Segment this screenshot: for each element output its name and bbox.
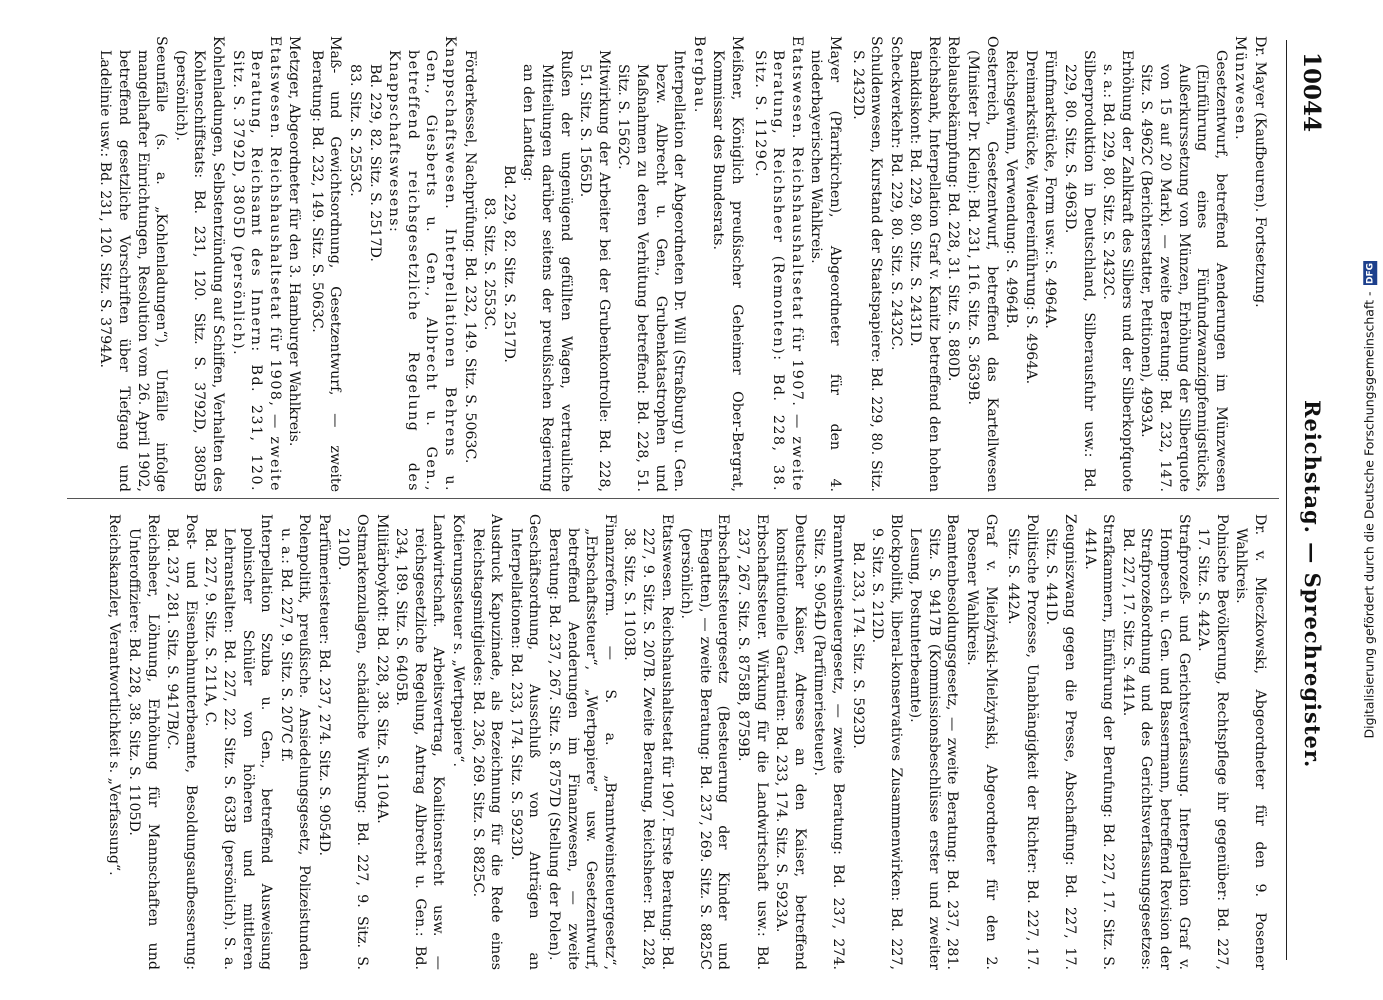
register-entry: Ausdruck Kapuzinade, als Bezeichnung für die Rede eines Reichstagsmitgliedes: Bd. 236, 269. Sitz. S. 8825C. — [469, 514, 505, 970]
register-entry: Geschäftsordnung, Ausschluß von Anträgen an Interpellationen: Bd. 233, 174. Sitz. S. 5923D. — [507, 514, 543, 970]
register-entry: Etatswesen. Reichshaushaltsetat für 1908, — zweite Beratung, Reichsamt des Innern: Bd. 231, 120. Sitz. S. 3792D, 3805D (persönlich). — [229, 36, 283, 492]
register-entry: Seeunfälle (s. a. „Kohlenladungen“), Unfälle infolge mangelhafter Einrichtungen, Resolution vom 26. April 1902, betreffend gesetzliche Vorschriften über Tiefgang und Ladelinie usw.: Bd. 231, 120. Sitz. S. 3794A. — [97, 36, 170, 492]
register-entry: Strafkammern, Einführung der Berufung: Bd. 227, 17. Sitz. S. 441A. — [1081, 514, 1117, 970]
register-entry: Deutscher Kaiser, Adresse an den Kaiser, betreffend konstitutionelle Garantien: Bd. 233, 174. Sitz. S. 5923A. — [773, 514, 808, 970]
funding-note — [1361, 5, 1377, 995]
register-speaker-entry: Meißner, Königlich preußischer Geheimer Ober-Bergrat, Kommissar des Bundesrats. — [710, 36, 745, 492]
register-entry: Politische Prozesse, Unabhängigkeit der Richter: Bd. 227, 17. Sitz. S. 442A. — [1005, 514, 1040, 970]
register-entry: Blockpolitik, liberal-konservatives Zusammenwirken: Bd. 227, 9. Sitz. S. 212D. — [869, 514, 904, 970]
register-entry: Interpellation Szuba u. Gen., betreffend Ausweisung polnischer Schüler von höheren und mittleren Lehranstalten: Bd. 227, 22. Sitz. S. 633B (persönlich). S. a. Bd. 227, 9. Sitz. S. 211A, C. — [202, 514, 275, 970]
register-entry: Rußen der ungenügend gefüllten Wagen, vertrauliche Mitteilungen darüber seitens der preußischen Regierung an den Landtag: — [520, 50, 574, 492]
register-entry: Parfümeriesteuer: Bd. 237, 274. Sitz. S. 9054D. — [315, 514, 332, 856]
register-entry: Scheckverkehr: Bd. 229, 80. Sitz. S. 2432C. — [887, 36, 904, 351]
register-entry: Reichsheer, Löhnung, Erhöhung für Mannschaften und Unteroffiziere: Bd. 228, 38. Sitz. S. 1105D. — [125, 514, 161, 970]
register-entry: Oesterreich, Gesetzentwurf, betreffend das Kartellwesen (Minister Dr. Klein): Bd. 231, 116. Sitz. S. 3639B. — [965, 36, 1000, 492]
register-entry: Post- und Eisenbahnunterbeamte, Besoldungsaufbesserung: Bd. 237, 281. Sitz. S. 9417B/C. — [164, 514, 199, 970]
register-entry: Reichsbank, Interpellation Graf v. Kanitz betreffend den hohen Bankdiskont: Bd. 229, 80. Sitz. S. 2431D. — [907, 36, 942, 492]
register-entry: Schuldenwesen, Kurstand der Staatspapiere: Bd. 229, 80. Sitz. S. 2432D. — [849, 36, 885, 492]
register-entry: Fünfmarkstücke, Form usw.: S. 4964A. — [1042, 50, 1059, 329]
register-entry: Landwirtschaft. Arbeitsvertrag, Koalitionsrecht usw. — reichsgesetzliche Regelung, Antrag Albrecht u. Gen.: Bd. 234, 189. Sitz. S. 6405B. — [393, 514, 447, 970]
register-entry: Bd. 229, 82. Sitz. S. 2517D. — [366, 64, 383, 262]
register-entry: Etatswesen. Reichshaushaltsetat für 1907. Erste Beratung: Bd. 227, 9. Sitz. S. 207B. Zweite Beratung, Reichsheer: Bd. 228, 38. Sitz. S. 1103B. — [621, 514, 675, 971]
register-entry: Kotierungssteuer s. „Wertpapiere“. — [450, 514, 467, 767]
header-rule — [1286, 40, 1287, 960]
register-entry: Finanzreform. — S. a. „Branntweinsteuergesetz“, „Erbschaftssteuer“, „Wertpapiere“ usw. Gesetzentwurf, betreffend Aenderungen im Finanzwesen, — zweite Beratung: Bd. 237, 267. Sitz. S. 8757D (Stellung der Polen). — [546, 514, 618, 970]
register-entry: Reblausbekämpfung: Bd. 228, 31. Sitz. S. 880D. — [945, 36, 962, 382]
register-entry: Reichskanzler, Verantwortlichkeit s. „Verfassung“. — [106, 514, 123, 876]
register-entry: Erbschaftssteuergesetz (Besteuerung der Kinder und Ehegatten), — zweite Beratung: Bd. 237, 269. Sitz. S. 8825C (persönlich). — [678, 514, 732, 970]
register-entry: Erhöhung der Zahlkraft des Silbers und der Silberkopfquote s. a.: Bd. 229, 80. Sitz. S. 2432C. — [1100, 50, 1135, 492]
register-entry: Militärboykott: Bd. 228, 38. Sitz. S. 1104A. — [373, 514, 390, 824]
register-entry: Knappschaftswesen. Interpellationen Behrens u. Gen., Giesberts u. Gen., Albrecht u. Gen., betreffend reichsgesetzliche Regelung des Knappschaftswesens: — [386, 36, 459, 492]
register-entry: Strafprozeß- und Gerichtsverfassung. Interpellation Graf v. Hompesch u. Gen. und Bassermann, betreffend Revision der Strafprozeßordnung und des Gerichtsverfassungsgesetzes: Bd. 227, 17. Sitz. S. 441A. — [1119, 514, 1192, 970]
column-divider — [67, 498, 1279, 499]
page-number: 10044 — [1298, 52, 1325, 133]
register-speaker-entry: Metzger, Abgeordneter für den 3. Hamburger Wahlkreis. — [286, 36, 303, 447]
register-entry: Mitwirkung der Arbeiter bei der Grubenkontrolle: Bd. 228, 51. Sitz. S. 1565D. — [577, 50, 612, 492]
register-entry: Silberproduktion in Deutschland, Silberausfuhr usw.: Bd. 229, 80. Sitz. S. 4963D. — [1062, 50, 1097, 492]
register-entry: Ostmarkenzulagen, schädliche Wirkung: Bd. 227, 9. Sitz. S. 210D. — [335, 514, 371, 970]
register-entry: Münzwesen. — [1232, 36, 1249, 142]
register-entry: Dreimarkstücke, Wiedereinführung: S. 4964A. — [1022, 50, 1039, 385]
register-speaker-entry: Dr. Mayer (Kaufbeuren). Fortsetzung. — [1252, 36, 1268, 308]
funding-note-text: Digitalisierung gefördert durch die Deutsche Forschungsgemeinschaft - — [1361, 291, 1377, 739]
register-entry: Bd. 233, 174. Sitz. S. 5923D. — [849, 542, 866, 749]
register-entry: 83. Sitz. S. 2553C. — [481, 197, 498, 331]
register-entry: Beamtenbesoldungsgesetz, — zweite Beratung: Bd. 237, 281. Sitz. S. 9417B (Kommissionsbeschlüsse erster und zweiter Lesung, Postunterbeamte). — [907, 514, 961, 970]
page-title: Reichstag. — Sprechregister. — [1300, 400, 1325, 769]
left-column — [95, 36, 1273, 492]
register-entry: Interpellation der Abgeordneten Dr. Will (Straßburg) u. Gen. bezw. Albrecht u. Gen., Grubenkatastrophen und Maßnahmen zu deren Verhütung betreffend: Bd. 228, 51. Sitz. S. 1562C. — [615, 50, 688, 492]
register-entry: Gesetzentwurf, betreffend Aenderungen im Münzwesen (Einführung eines Fünfundzwanzigpfennigstücks, Außerkurssetzung von Münzen, Erhöhung der Silberquote von 15 auf 20 Mark). — zweite Beratung: Bd. 232, 147. Sitz. S. 4962C (Berichterstatter, Petitionen), 4993A. — [1138, 50, 1229, 492]
register-entry: Kohlenladungen, Selbstentzündung auf Schiffen, Verhalten des Kohlenschiffstats: Bd. 231, 120. Sitz. S. 3792D, 3805B (persönlich). — [172, 36, 226, 492]
register-speaker-entry: Mayer (Pfarrkirchen), Abgeordneter für den 4. niederbayerischen Wahlkreis. — [808, 36, 843, 492]
register-entry: Reichsgewinn, Verwendung: S. 4964B. — [1003, 50, 1020, 329]
funding-sidebar — [1359, 0, 1379, 1000]
register-entry: Zeugniszwang gegen die Presse, Abschaffung: Bd. 227, 17. Sitz. S. 441D. — [1043, 514, 1079, 970]
register-entry: Bd. 229, 82. Sitz. S. 2517D. — [500, 165, 517, 363]
register-entry: Erbschaftssteuer. Wirkung für die Landwirtschaft usw.: Bd. 237, 267. Sitz. S. 8758B, 8759B. — [734, 514, 770, 970]
page-header — [1285, 40, 1325, 960]
register-entry: Polnische Bevölkerung, Rechtspflege ihr gegenüber: Bd. 227, 17. Sitz. S. 442A. — [1195, 514, 1230, 970]
dfg-logo: DFG — [1364, 262, 1375, 284]
register-entry: 83. Sitz. S. 2553C. — [347, 64, 364, 197]
register-entry: Branntweinsteuergesetz, — zweite Beratung: Bd. 237, 274. Sitz. S. 9054D (Parfümeriesteuer). — [811, 514, 846, 970]
register-entry: Förderkessel, Nachprüfung: Bd. 232, 149. Sitz. S. 5063C. — [461, 50, 478, 464]
register-speaker-entry: Dr. v. Mieczkowski, Abgeordneter für den 9. Posener Wahlkreis. — [1233, 514, 1268, 970]
register-entry: Polenpolitik, preußische. Ansiedelungsgesetz, Polizeistunden u. a.: Bd. 227, 9. Sitz. S. 207C ff. — [277, 514, 313, 970]
register-entry: Maß- und Gewichtsordnung, Gesetzentwurf, — zweite Beratung: Bd. 232, 149. Sitz. S. 5063C. — [308, 36, 344, 492]
register-speaker-entry: Graf v. Mielżyński-Mielżyński, Abgeordneter für den 2. Posener Wahlkreis. — [964, 514, 999, 970]
register-entry: Bergbau. — [690, 36, 707, 114]
right-column — [104, 514, 1273, 970]
register-entry: Etatswesen. Reichshaushaltsetat für 1907. — zweite Beratung, Reichsheer (Remonten): Bd. 228, 38. Sitz. S. 1129C. — [751, 36, 805, 492]
